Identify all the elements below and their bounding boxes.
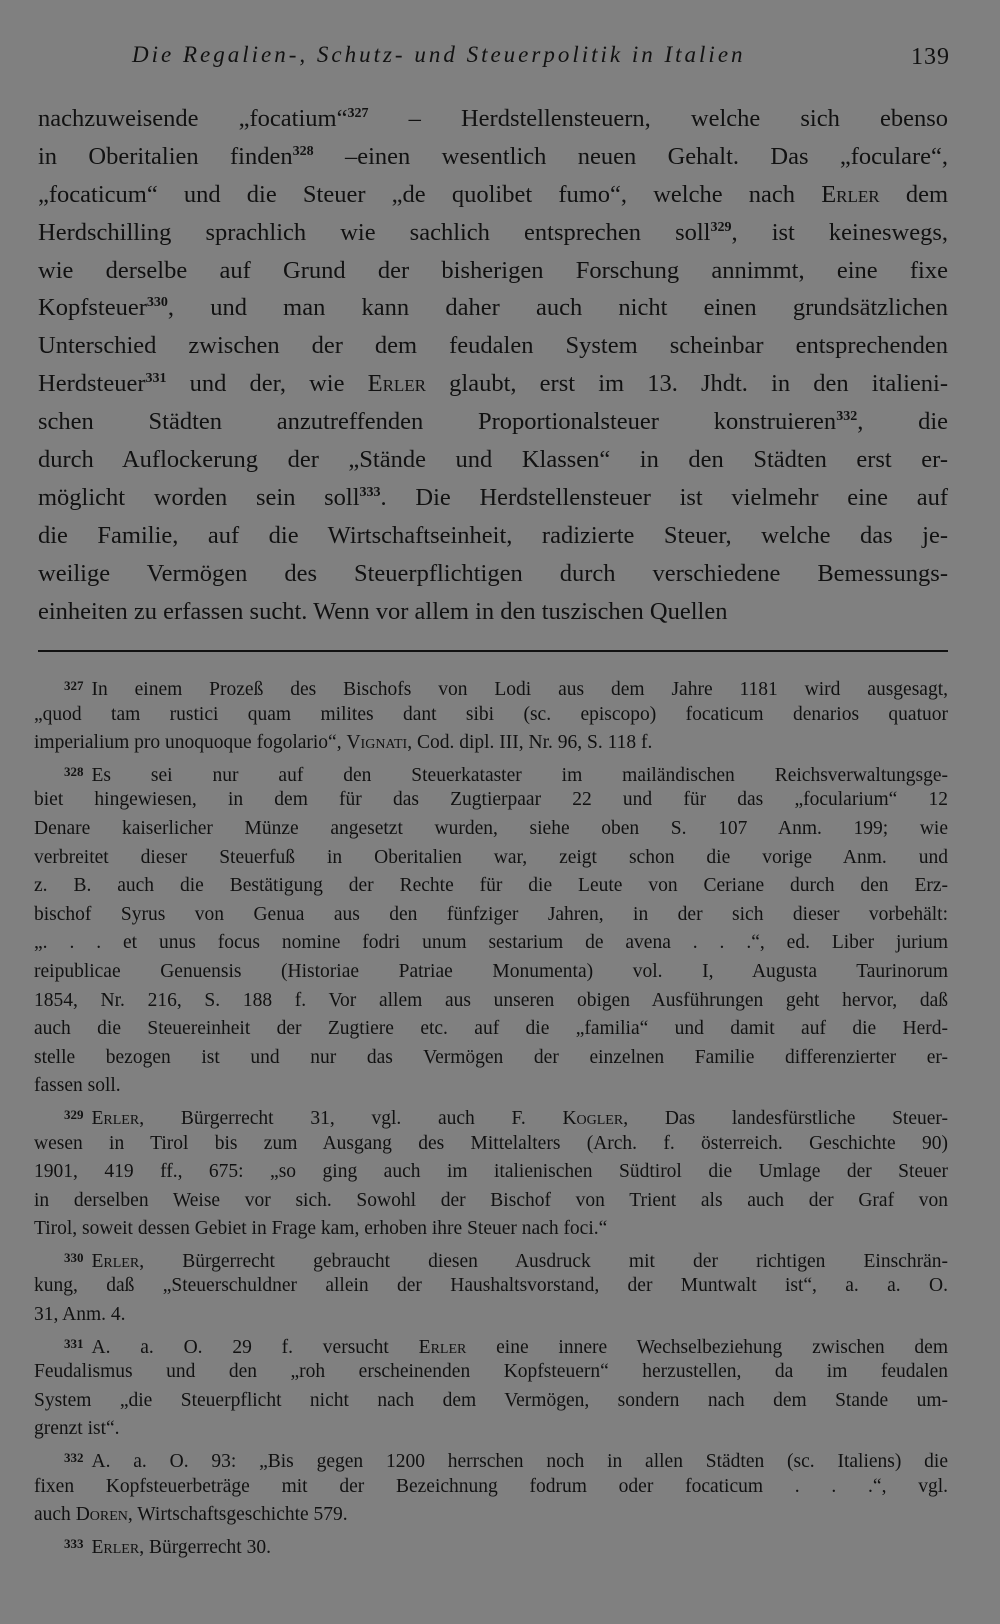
body-text-line: nachzuweisende „focatium“$^{327}$ – Herdstellensteuern, welche sich ebenso xyxy=(38,105,948,132)
footnote-line: Tirol, soweit dessen Gebiet in Frage kam, erhoben ihre Steuer nach foci.“ xyxy=(34,1218,608,1240)
footnote-reference: 331 xyxy=(145,371,167,387)
footnote xyxy=(34,1530,948,1559)
footnote-line: 1901, 419 ff., 675: „so ging auch im italienischen Südtirol die Umlage der Steuer xyxy=(34,1161,948,1183)
footnote-line: grenzt ist“. xyxy=(34,1418,120,1440)
footnote-line: $^{331}$ A. a. O. 29 f. versucht Erler eine innere Wechselbeziehung zwischen dem xyxy=(64,1335,949,1358)
body-text-line: Herdsteuer$^{331}$ und der, wie Erler glaubt, erst im 13. Jhdt. in den italieni- xyxy=(38,370,948,398)
body-text-line: Kopfsteuer$^{330}$, und man kann daher auch nicht einen grundsätzlichen xyxy=(38,294,948,322)
body-text-line: „focaticum“ und die Steuer „de quolibet fumo“, welche nach Erler dem xyxy=(38,180,948,208)
body-text-line: wie derselbe auf Grund der bisherigen Forschung annimmt, eine fixe xyxy=(38,256,948,284)
footnote-line: verbreitet dieser Steuerfuß in Oberitalien war, zeigt schon die vorige Anm. und xyxy=(34,846,948,868)
author-name: Erler xyxy=(91,1536,140,1558)
footnote-line: wesen in Tirol bis zum Ausgang des Mittelalters (Arch. f. österreich. Geschichte 90) xyxy=(34,1132,948,1154)
footnote-number: 333 xyxy=(64,1535,84,1551)
footnote-line: auch die Steuereinheit der Zugtiere etc. auf die „familia“ und damit auf die Herd- xyxy=(34,1018,948,1040)
footnote xyxy=(34,1244,948,1330)
footnote-line: stelle bezogen ist und nur das Vermögen der einzelnen Familie differenzierter er- xyxy=(34,1046,948,1068)
footnote xyxy=(34,1330,948,1444)
footnote-reference: 332 xyxy=(836,409,858,425)
author-name: Erler xyxy=(91,1107,140,1129)
footnote-line: biet hingewiesen, in dem für das Zugtierpaar 22 und für das „focularium“ 12 xyxy=(34,789,948,811)
author-name: Kogler xyxy=(562,1107,624,1129)
body-text-line: die Familie, auf die Wirtschaftseinheit, radizierte Steuer, welche das je- xyxy=(38,521,948,549)
footnote-line: $^{327}$ In einem Prozeß des Bischofs von Lodi aus dem Jahre 1181 wird ausgesagt, xyxy=(64,678,948,700)
footnote-reference: 328 xyxy=(292,143,314,159)
footnote-line: Denare kaiserlicher Münze angesetzt wurden, siehe oben S. 107 Anm. 199; wie xyxy=(34,817,948,839)
footnote-number: 328 xyxy=(64,763,84,779)
body-text-line: Herdschilling sprachlich wie sachlich entsprechen soll$^{329}$, ist keineswegs, xyxy=(38,218,948,246)
footnote xyxy=(34,1101,948,1244)
page-number: 139 xyxy=(911,44,950,70)
footnote-line: 1854, Nr. 216, S. 188 f. Vor allem aus unseren obigen Ausführungen geht hervor, daß xyxy=(34,989,948,1011)
footnote-line: imperialium pro unoquoque fogolario“, Vignati, Cod. dipl. III, Nr. 96, S. 118 f. xyxy=(34,732,653,754)
body-text-line: durch Auflockerung der „Stände und Klassen“ in den Städten erst er- xyxy=(38,446,948,474)
footnote-line: kung, daß „Steuerschuldner allein der Haushaltsvorstand, der Muntwalt ist“, a. a. O. xyxy=(34,1275,948,1297)
author-name: Erler xyxy=(91,1250,140,1272)
footnote-line: „. . . et unus focus nomine fodri unum sestarium de avena . . .“, ed. Liber jurium xyxy=(34,932,948,954)
body-text-line: in Oberitalien finden$^{328}$ –einen wesentlich neuen Gehalt. Das „foculare“, xyxy=(38,142,948,170)
footnote-number: 327 xyxy=(64,678,84,693)
footnote-line: $^{328}$ Es sei nur auf den Steuerkataster im mailändischen Reichsverwaltungsge- xyxy=(64,763,948,786)
footnote-line: System „die Steuerpflicht nicht nach dem Vermögen, sondern nach dem Stande um- xyxy=(34,1389,948,1411)
author-name: Vignati xyxy=(346,732,408,754)
footnote-reference: 333 xyxy=(359,484,381,500)
footnote xyxy=(34,1444,948,1530)
body-text-line: einheiten zu erfassen sucht. Wenn vor allem in den tuszischen Quellen xyxy=(38,597,728,625)
main-text xyxy=(38,100,948,630)
footnote xyxy=(34,758,948,1101)
author-name: Erler xyxy=(821,180,880,208)
author-name: Doren xyxy=(75,1504,128,1526)
footnote-line: 31, Anm. 4. xyxy=(34,1304,126,1326)
footnote-line: fixen Kopfsteuerbeträge mit der Bezeichnung fodrum oder focaticum . . .“, vgl. xyxy=(34,1475,948,1497)
footnote-reference: 327 xyxy=(347,106,369,121)
footnote-reference: 329 xyxy=(710,219,732,235)
footnote-line: bischof Syrus von Genua aus den fünfziger Jahren, in der sich dieser vorbehält: xyxy=(34,903,948,925)
author-name: Erler xyxy=(367,370,427,398)
running-title: Die Regalien-, Schutz- und Steuerpolitik in Italien xyxy=(132,42,746,67)
body-text-line: weilige Vermögen des Steuerpflichtigen durch verschiedene Bemessungs- xyxy=(38,559,948,587)
footnote-line: auch Doren, Wirtschaftsgeschichte 579. xyxy=(34,1504,348,1526)
footnote-number: 331 xyxy=(64,1335,84,1351)
footnote-divider xyxy=(38,650,948,652)
author-name: Erler xyxy=(418,1336,467,1358)
footnote-line: „quod tam rustici quam milites dant sibi (sc. episcopo) focaticum denarios quatuor xyxy=(34,703,948,725)
footnote xyxy=(34,672,948,758)
footnote-line: z. B. auch die Bestätigung der Rechte für die Leute von Ceriane durch den Erz- xyxy=(34,875,948,897)
body-text-line: schen Städten anzutreffenden Proportionalsteuer konstruieren$^{332}$, die xyxy=(38,408,948,436)
footnote-line: Feudalismus und den „roh erscheinenden Kopfsteuern“ herzustellen, da im feudalen xyxy=(34,1361,948,1383)
footnote-line: $^{329}$ Erler, Bürgerrecht 31, vgl. auch F. Kogler, Das landesfürstliche Steuer- xyxy=(64,1106,949,1129)
footnote-line: reipublicae Genuensis (Historiae Patriae Monumenta) vol. I, Augusta Taurinorum xyxy=(34,960,948,982)
footnote-line: $^{333}$ Erler, Bürgerrecht 30. xyxy=(64,1535,271,1558)
footnote-line: $^{330}$ Erler, Bürgerrecht gebraucht diesen Ausdruck mit der richtigen Einschrän- xyxy=(64,1249,948,1272)
footnote-number: 330 xyxy=(64,1249,84,1265)
footnote-number: 329 xyxy=(64,1106,84,1122)
footnote-number: 332 xyxy=(64,1450,84,1466)
footnote-line: fassen soll. xyxy=(34,1075,121,1097)
footnote-line: $^{332}$ A. a. O. 93: „Bis gegen 1200 herrschen noch in allen Städten (sc. Italiens) die xyxy=(64,1450,948,1473)
body-text-line: Unterschied zwischen der dem feudalen System scheinbar entsprechenden xyxy=(38,332,948,360)
body-text-line: möglicht worden sein soll$^{333}$. Die Herdstellensteuer ist vielmehr eine auf xyxy=(38,483,948,511)
footnote-reference: 330 xyxy=(146,295,168,311)
footnotes xyxy=(34,672,948,1558)
footnote-line: in derselben Weise vor sich. Sowohl der Bischof von Trient als auch der Graf von xyxy=(34,1189,948,1211)
